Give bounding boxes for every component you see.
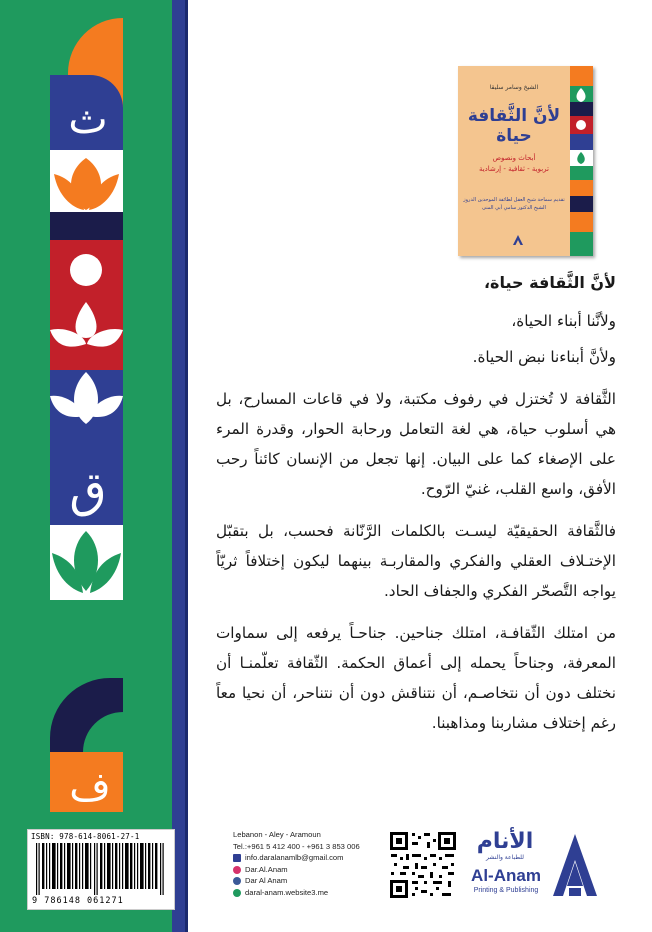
publisher-mark-icon bbox=[551, 832, 599, 898]
thumbnail-subtitle-2: تربوية - ثقافية - إرشادية bbox=[478, 165, 549, 173]
blurb-title: لأنَّ الثَّقافة حياة، bbox=[483, 273, 616, 292]
tile-orange-arch bbox=[50, 0, 123, 150]
tile-green-band bbox=[50, 600, 123, 678]
blurb-paragraph-2: فالثَّقافة الحقيقيّة ليسـت بالكلمات الرَّنّانة فحسب، بل بتقبّل الإختـلاف العقلي والفكري والمقاربـة بينهما ليكون إختلافاً ثريّاً يواجه التَّصحّر الفكري والجفاف الحاد. bbox=[216, 522, 616, 600]
tile-green-leaves bbox=[50, 525, 123, 600]
contact-email-row bbox=[233, 852, 383, 864]
instagram-icon bbox=[233, 866, 241, 874]
svg-text:ق: ق bbox=[69, 462, 107, 518]
svg-text:ث: ث bbox=[68, 94, 108, 143]
blurb-line-2: ولأنَّنا أبناء الحياة، bbox=[511, 312, 616, 330]
thumbnail-pattern-strip bbox=[570, 66, 593, 256]
back-cover-text bbox=[216, 268, 616, 738]
contact-facebook[interactable]: Dar Al Anam bbox=[245, 876, 288, 886]
isbn-label: ISBN: 978-614-8061-27-1 bbox=[31, 832, 140, 841]
decorative-tile-column bbox=[50, 0, 123, 812]
email-icon bbox=[233, 854, 241, 862]
publisher-contact bbox=[233, 829, 383, 899]
thumbnail-title: لأنَّ الثَّقافة حياة bbox=[467, 106, 561, 146]
thumbnail-author: الشيخ وسامر سليقا bbox=[489, 84, 539, 91]
publisher-logo bbox=[465, 829, 601, 901]
thumbnail-subtitle-1: أبحاث ونصوص bbox=[492, 154, 536, 162]
spine-blue-band bbox=[172, 0, 185, 932]
spine-blue-edge bbox=[185, 0, 188, 932]
contact-instagram-row bbox=[233, 864, 383, 876]
qr-code-icon[interactable] bbox=[388, 830, 458, 900]
publisher-tagline-ar: للطباعة والنشر bbox=[486, 854, 524, 861]
facebook-icon bbox=[233, 877, 241, 885]
contact-website[interactable]: daral-anam.website3.me bbox=[245, 887, 329, 897]
thumbnail-publisher-logo-icon bbox=[512, 234, 524, 246]
contact-instagram[interactable]: Dar.Al.Anam bbox=[245, 864, 288, 874]
tile-orange-leaves bbox=[50, 150, 123, 300]
blurb-paragraph-1: الثَّقافة لا تُختزل في رفوف مكتبة، ولا في قاعات المسارح، بل هي أسلوب حياة، هي لغة التعامل ورحابة الحوار، وقدرة المرء على الإصغاء كما على البيان. إنها تجعل من الإنسان كائناً رحب الأفق، واسع القلب، غنيّ الرّوح. bbox=[216, 390, 616, 498]
book-cover-thumbnail bbox=[458, 66, 593, 256]
publisher-name-ar: الأنام bbox=[476, 829, 534, 854]
tile-navy-arch bbox=[50, 678, 123, 812]
contact-phone: Tel.:+961 5 412 400 - +961 3 853 006 bbox=[233, 841, 360, 851]
isbn-digits: 9 786148 061271 bbox=[32, 896, 124, 906]
contact-email[interactable]: info.daralanamlb@gmail.com bbox=[245, 853, 344, 863]
isbn-barcode bbox=[27, 829, 175, 910]
publisher-tagline-en: Printing & Publishing bbox=[473, 887, 539, 894]
svg-text:ف: ف bbox=[69, 764, 111, 810]
blurb-paragraph-3: من امتلك الثّقافـة، امتلك جناحين. جناحـاً يرفعه إلى سماوات المعرفة، وجناحاً يحمله إلى أعماق الحكمة. الثّقافة تعلّمنـا أن نختلف دون أن نتخاصـم، أن نتناقش دون أن نتناحر، أن نحيا معاً رغم إختلاف مشاربنا ومذاهبنا. bbox=[216, 624, 616, 732]
tile-clover bbox=[50, 300, 123, 450]
thumbnail-intro: تقديم سماحة شيخ العقل لطائفة الموحدين الدروز الشيخ الدكتور سامي أبي المنى bbox=[463, 197, 565, 211]
tile-blue-letter bbox=[50, 450, 123, 525]
contact-address: Lebanon - Aley - Aramoun bbox=[233, 830, 321, 839]
contact-website-row bbox=[233, 887, 383, 899]
website-icon bbox=[233, 889, 241, 897]
publisher-name-en: Al-Anam bbox=[471, 866, 541, 885]
contact-facebook-row bbox=[233, 875, 383, 887]
blurb-line-3: ولأنَّ أبناءنا نبض الحياة. bbox=[472, 348, 616, 366]
barcode-bars bbox=[34, 843, 168, 895]
